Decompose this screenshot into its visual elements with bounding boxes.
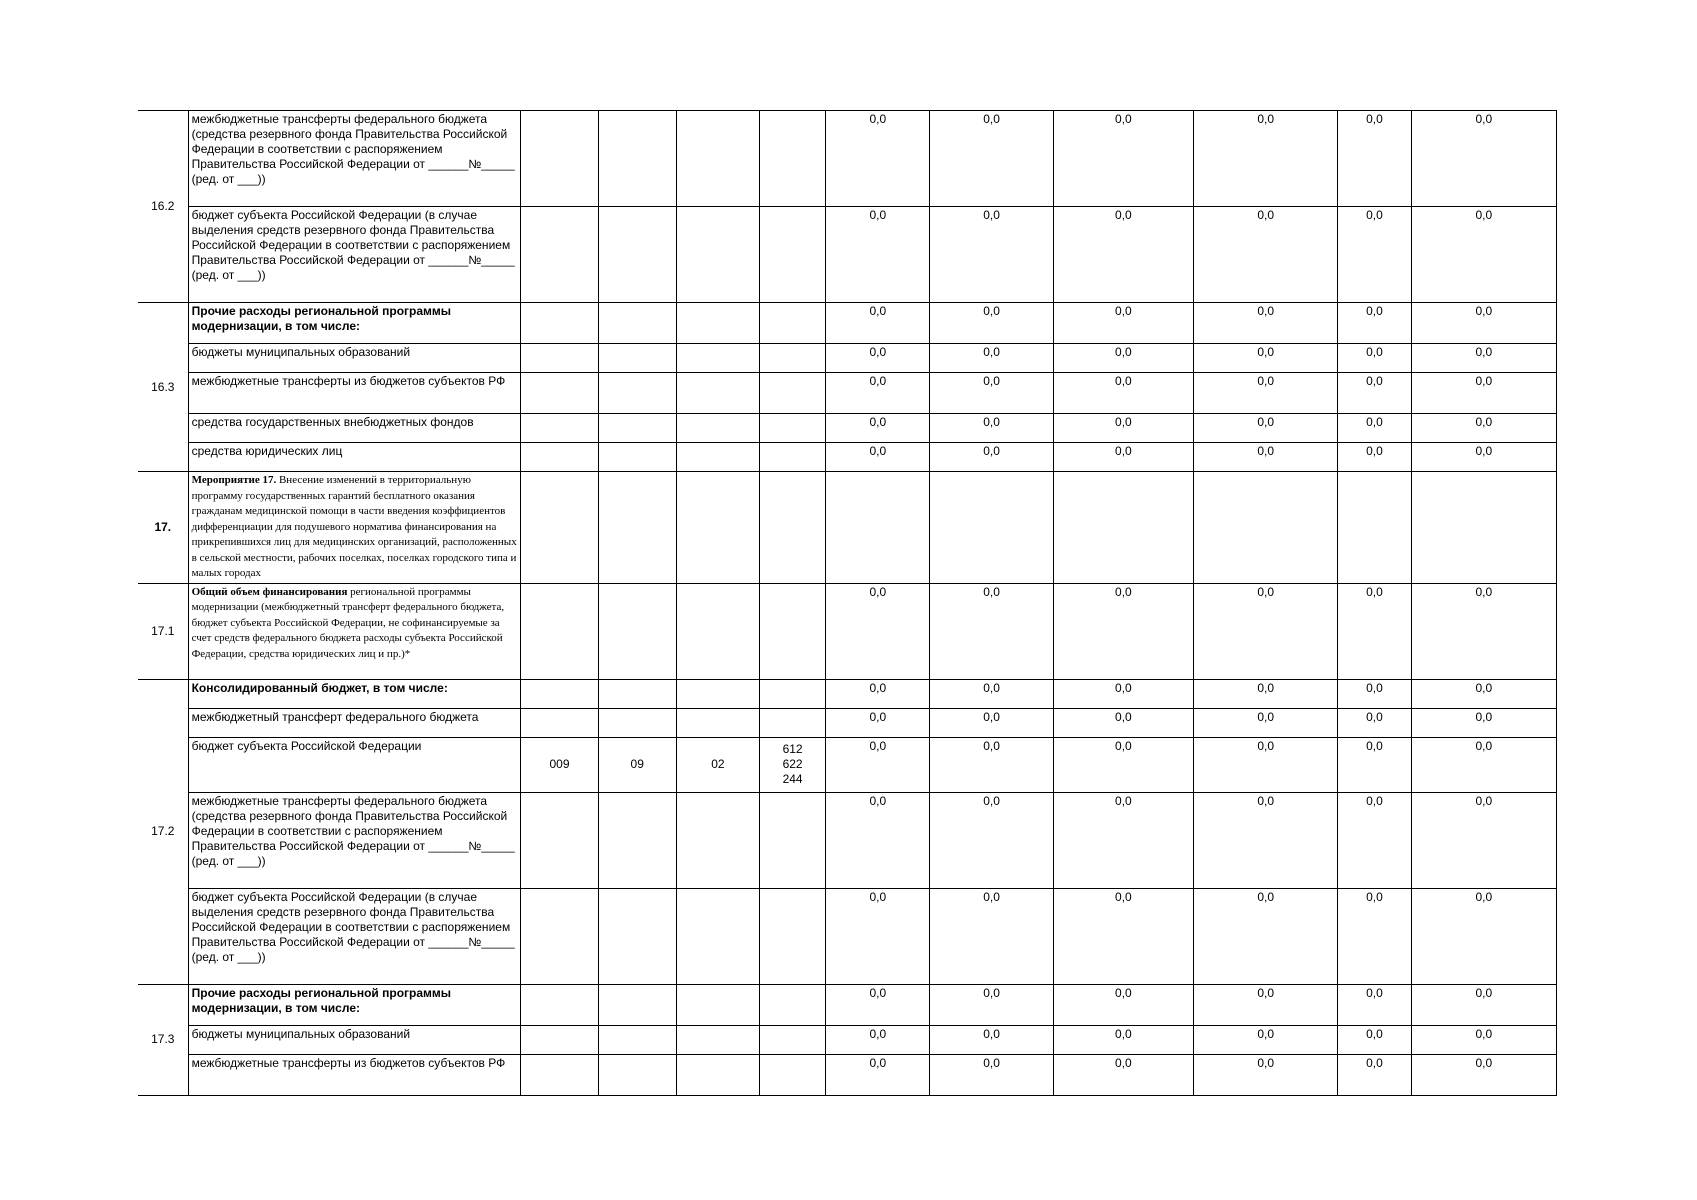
code-cell: [598, 679, 676, 708]
row-number: [138, 679, 188, 984]
code-cell: [598, 207, 676, 303]
value-cell: 0,0: [930, 443, 1053, 472]
code-cell: [760, 414, 826, 443]
code-cell: [521, 888, 598, 984]
value-cell: 0,0: [930, 708, 1053, 737]
row-number: [138, 303, 188, 472]
row-description: [188, 443, 521, 472]
row-description: [188, 1054, 521, 1095]
code-cell: [598, 414, 676, 443]
code-cell: [598, 303, 676, 344]
value-cell: 0,0: [1338, 1054, 1411, 1095]
row-number: [138, 472, 188, 584]
value-cell: 0,0: [826, 111, 930, 207]
code-cell: [521, 708, 598, 737]
funding-table: [138, 110, 1557, 1096]
code-cell: [676, 1025, 759, 1054]
value-cell: 0,0: [1194, 443, 1338, 472]
value-cell: 0,0: [826, 1025, 930, 1054]
value-cell: 0,0: [1053, 679, 1193, 708]
value-cell: 0,0: [930, 373, 1053, 414]
value-cell: 0,0: [826, 737, 930, 792]
value-cell: 0,0: [1411, 679, 1556, 708]
value-cell: 0,0: [1194, 792, 1338, 888]
description-text: Прочие расходы региональной программы модернизации, в том числе:: [191, 304, 452, 333]
table-row: [138, 443, 1557, 472]
code-cell: [521, 303, 598, 344]
table-row: [138, 1054, 1557, 1095]
value-cell: 0,0: [1194, 414, 1338, 443]
value-cell: 0,0: [1338, 679, 1411, 708]
value-cell: 0,0: [1338, 111, 1411, 207]
description-text: Консолидированный бюджет, в том числе:: [191, 680, 448, 695]
code-cell: [676, 679, 759, 708]
value-cell: 0,0: [1194, 344, 1338, 373]
value-cell: 0,0: [1053, 792, 1193, 888]
code-cell: [521, 443, 598, 472]
code-cell: [676, 207, 759, 303]
code-cell: [760, 792, 826, 888]
code-cell: [676, 888, 759, 984]
code-cell: [760, 373, 826, 414]
row-number-label: 17.1: [151, 623, 175, 638]
code-cell: [676, 737, 759, 792]
table-row: [138, 1025, 1557, 1054]
row-number: [138, 111, 188, 303]
code-cell: [521, 1054, 598, 1095]
value-cell: 0,0: [930, 111, 1053, 207]
value-cell: 0,0: [1411, 708, 1556, 737]
code-cell: [598, 984, 676, 1025]
code-cell: [676, 344, 759, 373]
value-cell: 0,0: [1338, 1025, 1411, 1054]
value-cell: 0,0: [1194, 207, 1338, 303]
code-cell: [760, 888, 826, 984]
value-cell: 0,0: [826, 303, 930, 344]
value-cell: 0,0: [826, 344, 930, 373]
value-cell: 0,0: [1338, 373, 1411, 414]
value-cell: 0,0: [1411, 1025, 1556, 1054]
code-cell: [760, 344, 826, 373]
table-row: [138, 111, 1557, 207]
code-cell: [676, 303, 759, 344]
value-cell: 0,0: [1053, 708, 1193, 737]
code-cell: [521, 344, 598, 373]
value-cell: 0,0: [826, 1054, 930, 1095]
value-cell: 0,0: [826, 708, 930, 737]
code-cell: [598, 344, 676, 373]
description-text: Прочие расходы региональной программы модернизации, в том числе:: [191, 985, 452, 1015]
value-cell: 0,0: [1411, 583, 1556, 679]
value-cell: 0,0: [1411, 111, 1556, 207]
value-cell: 0,0: [1194, 984, 1338, 1025]
table-row: [138, 207, 1557, 303]
value-cell: 0,0: [930, 207, 1053, 303]
code-cell: [760, 472, 826, 584]
code-cell: [598, 792, 676, 888]
code-cell: [760, 679, 826, 708]
code-cell: [676, 792, 759, 888]
code-cell: [676, 472, 759, 584]
table-row: [138, 344, 1557, 373]
table-row: [138, 679, 1557, 708]
value-cell: 0,0: [1053, 414, 1193, 443]
description-text: межбюджетные трансферты из бюджетов субъектов РФ: [191, 374, 506, 388]
expense-code: 622: [782, 757, 803, 771]
row-description: [188, 414, 521, 443]
row-number: [138, 583, 188, 679]
value-cell: 0,0: [1411, 1054, 1556, 1095]
value-cell: 0,0: [826, 679, 930, 708]
value-cell: 0,0: [930, 679, 1053, 708]
code-cell: [760, 207, 826, 303]
description-text: региональной программы модернизации (межбюджетный трансферт федерального бюджета, бюджет субъекта Российской Федерации, не софинансируемые за счет средств федерального бюджета расходы субъекта Российской Федерации, средства юридических лиц и пр.)*: [191, 585, 505, 660]
expense-code: 612: [782, 742, 803, 756]
row-description: [188, 583, 521, 679]
value-cell: 0,0: [930, 984, 1053, 1025]
description-text: бюджет субъекта Российской Федерации: [191, 738, 422, 753]
value-cell: 0,0: [826, 373, 930, 414]
value-cell: 0,0: [930, 1054, 1053, 1095]
value-cell: [930, 472, 1053, 584]
value-cell: 0,0: [930, 792, 1053, 888]
description-text: межбюджетный трансферт федерального бюджета: [191, 709, 479, 724]
table-row: [138, 708, 1557, 737]
value-cell: 0,0: [1338, 344, 1411, 373]
value-cell: 0,0: [930, 344, 1053, 373]
table-row: [138, 373, 1557, 414]
value-cell: 0,0: [1194, 888, 1338, 984]
description-heading: Общий объем финансирования: [191, 585, 348, 598]
row-description: [188, 679, 521, 708]
value-cell: [826, 472, 930, 584]
value-cell: 0,0: [826, 888, 930, 984]
code-cell: [676, 583, 759, 679]
table-row: [138, 792, 1557, 888]
code-cell: [760, 984, 826, 1025]
code-cell: [521, 792, 598, 888]
code-cell: [760, 1054, 826, 1095]
description-text: межбюджетные трансферты из бюджетов субъектов РФ: [191, 1055, 506, 1070]
value-cell: 0,0: [930, 583, 1053, 679]
code-cell: [676, 373, 759, 414]
value-cell: 0,0: [1411, 888, 1556, 984]
code-cell: [676, 414, 759, 443]
code-cell: [760, 1025, 826, 1054]
table-row: [138, 472, 1557, 584]
code-cell: [598, 472, 676, 584]
description-heading: Мероприятие 17.: [191, 474, 277, 486]
row-description: [188, 984, 521, 1025]
code-cell: [760, 303, 826, 344]
row-description: [188, 472, 521, 584]
row-description: [188, 373, 521, 414]
code-cell: [676, 443, 759, 472]
code-value: 02: [711, 757, 725, 771]
row-description: [188, 708, 521, 737]
row-number-label: 17.2: [151, 824, 175, 838]
value-cell: 0,0: [1411, 373, 1556, 414]
row-number-label: 16.2: [151, 199, 175, 213]
value-cell: 0,0: [1053, 984, 1193, 1025]
row-description: [188, 792, 521, 888]
description-text: средства юридических лиц: [191, 444, 343, 458]
code-cell: [598, 737, 676, 792]
row-description: [188, 888, 521, 984]
code-cell: [676, 984, 759, 1025]
description-text: бюджет субъекта Российской Федерации (в случае выделения средств резервного фонда Правительства Российской Федерации в соответствии с распоряжением Правительства Российской Федерации от ______№_____ (ред. от ___)): [191, 208, 515, 282]
table-row: [138, 737, 1557, 792]
value-cell: 0,0: [1053, 443, 1193, 472]
code-cell: [521, 472, 598, 584]
value-cell: 0,0: [1053, 303, 1193, 344]
value-cell: 0,0: [1194, 303, 1338, 344]
row-number: [138, 984, 188, 1095]
description-text: бюджет субъекта Российской Федерации (в случае выделения средств резервного фонда Правительства Российской Федерации в соответствии с распоряжением Правительства Российской Федерации от ______№_____ (ред. от ___)): [191, 889, 515, 964]
value-cell: 0,0: [1411, 344, 1556, 373]
code-value: 09: [630, 757, 644, 771]
code-cell: [598, 708, 676, 737]
value-cell: 0,0: [826, 984, 930, 1025]
row-number-label: 16.3: [151, 379, 175, 394]
value-cell: 0,0: [1338, 737, 1411, 792]
value-cell: 0,0: [1338, 207, 1411, 303]
code-cell: [760, 708, 826, 737]
table-row: [138, 583, 1557, 679]
code-cell: [521, 1025, 598, 1054]
code-cell: [521, 414, 598, 443]
value-cell: 0,0: [1194, 708, 1338, 737]
row-description: [188, 344, 521, 373]
table-row: [138, 303, 1557, 344]
value-cell: 0,0: [930, 888, 1053, 984]
value-cell: 0,0: [1053, 111, 1193, 207]
value-cell: 0,0: [1411, 414, 1556, 443]
value-cell: 0,0: [1053, 583, 1193, 679]
description-text: бюджеты муниципальных образований: [191, 1026, 411, 1041]
value-cell: 0,0: [1053, 1025, 1193, 1054]
value-cell: 0,0: [1053, 344, 1193, 373]
value-cell: [1194, 472, 1338, 584]
value-cell: 0,0: [1338, 708, 1411, 737]
code-cell: [598, 583, 676, 679]
description-text: средства государственных внебюджетных фондов: [191, 415, 474, 429]
row-description: [188, 303, 521, 344]
value-cell: 0,0: [826, 792, 930, 888]
value-cell: 0,0: [1411, 792, 1556, 888]
code-cell: [521, 679, 598, 708]
value-cell: 0,0: [1194, 1025, 1338, 1054]
table-body: [138, 111, 1557, 1096]
row-description: [188, 207, 521, 303]
code-cell: [760, 737, 826, 792]
value-cell: 0,0: [1411, 207, 1556, 303]
value-cell: 0,0: [930, 414, 1053, 443]
value-cell: [1411, 472, 1556, 584]
code-cell: [676, 1054, 759, 1095]
code-cell: [598, 888, 676, 984]
value-cell: 0,0: [1053, 1054, 1193, 1095]
code-cell: [760, 111, 826, 207]
code-cell: [521, 373, 598, 414]
value-cell: 0,0: [1411, 303, 1556, 344]
code-cell: [521, 207, 598, 303]
value-cell: 0,0: [1338, 888, 1411, 984]
value-cell: 0,0: [1194, 679, 1338, 708]
value-cell: [1053, 472, 1193, 584]
value-cell: 0,0: [1194, 373, 1338, 414]
table-row: [138, 984, 1557, 1025]
code-cell: [676, 111, 759, 207]
code-cell: [598, 443, 676, 472]
code-cell: [521, 583, 598, 679]
code-cell: [521, 111, 598, 207]
value-cell: 0,0: [1194, 111, 1338, 207]
description-text: Внесение изменений в территориальную программу государственных гарантий бесплатного оказания гражданам медицинской помощи в части введения коэффициентов дифференциации для подушевого норматива финансирования на прикрепившихся лиц для медицинских организаций, расположенных в сельской местности, рабочих поселках, поселках городского типа и малых городах: [191, 474, 517, 579]
value-cell: 0,0: [1053, 888, 1193, 984]
value-cell: 0,0: [1338, 984, 1411, 1025]
value-cell: [1338, 472, 1411, 584]
value-cell: 0,0: [1194, 737, 1338, 792]
description-text: бюджеты муниципальных образований: [191, 345, 411, 359]
value-cell: 0,0: [930, 303, 1053, 344]
value-cell: 0,0: [1053, 737, 1193, 792]
value-cell: 0,0: [1411, 737, 1556, 792]
value-cell: 0,0: [1194, 583, 1338, 679]
code-cell: [760, 583, 826, 679]
value-cell: 0,0: [1053, 207, 1193, 303]
value-cell: 0,0: [1411, 443, 1556, 472]
value-cell: 0,0: [1053, 373, 1193, 414]
value-cell: 0,0: [1411, 984, 1556, 1025]
value-cell: 0,0: [1338, 583, 1411, 679]
row-description: [188, 737, 521, 792]
code-cell: [521, 984, 598, 1025]
code-cell: [598, 111, 676, 207]
row-description: [188, 1025, 521, 1054]
value-cell: 0,0: [826, 443, 930, 472]
value-cell: 0,0: [1338, 443, 1411, 472]
value-cell: 0,0: [1338, 414, 1411, 443]
code-cell: [521, 737, 598, 792]
value-cell: 0,0: [1338, 792, 1411, 888]
code-cell: [598, 1054, 676, 1095]
expense-code: 244: [782, 772, 803, 786]
value-cell: 0,0: [1194, 1054, 1338, 1095]
row-number-label: 17.: [154, 519, 172, 534]
value-cell: 0,0: [930, 737, 1053, 792]
value-cell: 0,0: [1338, 303, 1411, 344]
code-cell: [598, 1025, 676, 1054]
description-text: межбюджетные трансферты федерального бюджета (средства резервного фонда Правительства Российской Федерации в соответствии с распоряжением Правительства Российской Федерации от ______№_____ (ред. от ___)): [191, 112, 515, 186]
code-cell: [760, 443, 826, 472]
table-row: [138, 888, 1557, 984]
table-row: [138, 414, 1557, 443]
description-text: межбюджетные трансферты федерального бюджета (средства резервного фонда Правительства Российской Федерации в соответствии с распоряжением Правительства Российской Федерации от ______№_____ (ред. от ___)): [191, 793, 515, 868]
value-cell: 0,0: [826, 583, 930, 679]
row-number-label: 17.3: [151, 1032, 175, 1046]
code-cell: [676, 708, 759, 737]
value-cell: 0,0: [826, 207, 930, 303]
code-value: 009: [549, 757, 570, 771]
code-cell: [598, 373, 676, 414]
value-cell: 0,0: [826, 414, 930, 443]
row-description: [188, 111, 521, 207]
value-cell: 0,0: [930, 1025, 1053, 1054]
